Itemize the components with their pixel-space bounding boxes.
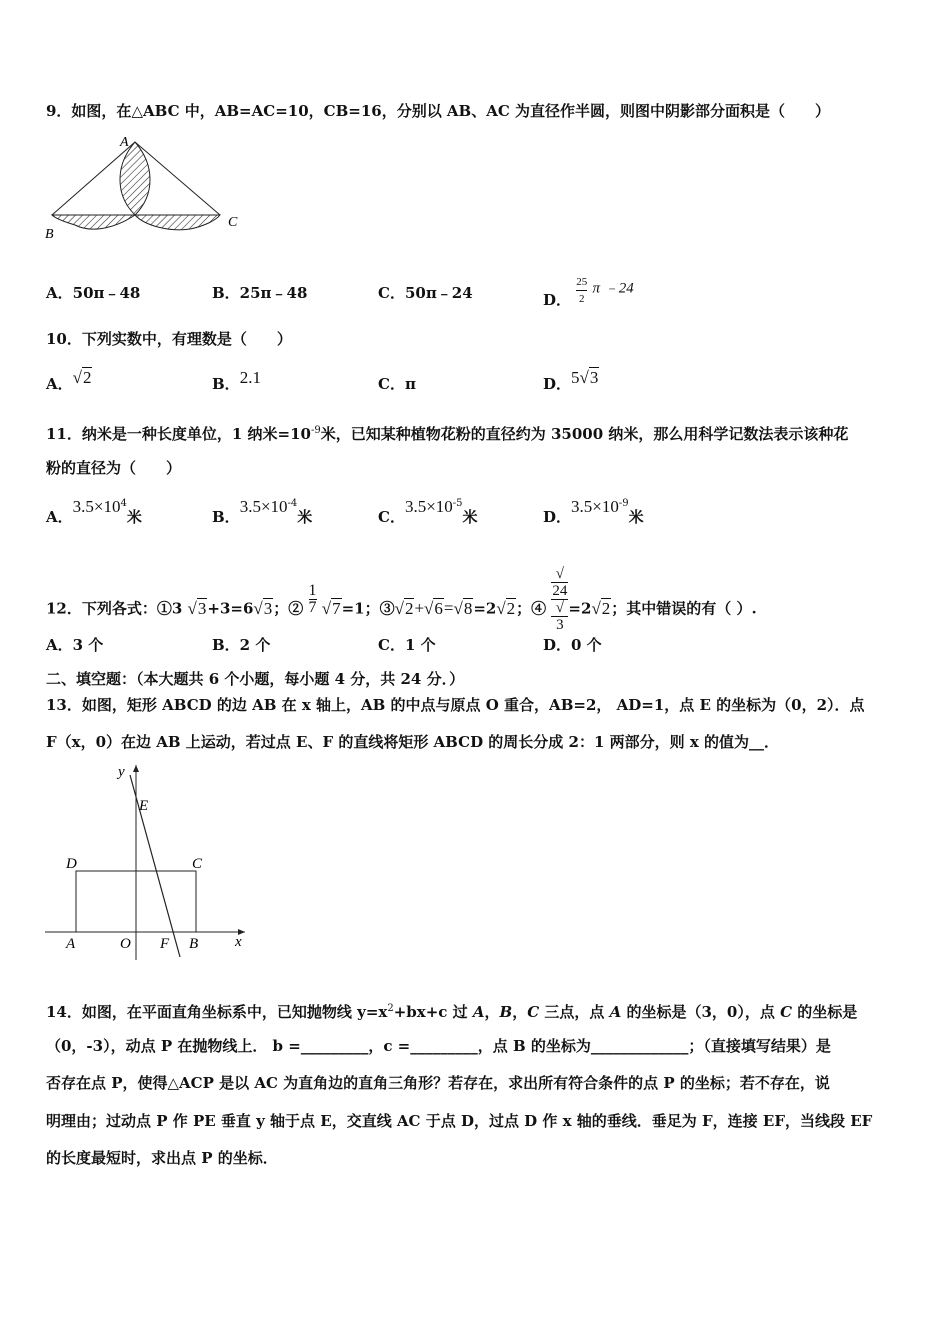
q9-option-c[interactable]: C．50π﹣24 [378, 284, 473, 302]
section-heading: 二、填空题：（本大题共 6 个小题，每小题 4 分，共 24 分．） [46, 670, 465, 688]
q10-option-d[interactable]: D．5√3 [543, 368, 599, 393]
fig13-label-d: D [66, 856, 77, 872]
fig13-label-f: F [160, 936, 170, 952]
fig13-label-b: B [189, 936, 199, 952]
q14-line5: 的长度最短时，求出点 P 的坐标． [46, 1149, 278, 1167]
q14-line4: 明理由；过动点 P 作 PE 垂直 y 轴于点 E，交直线 AC 于点 D，过点 D 作 x 轴的垂线．垂足为 F，连接 EF，当线段 EF [46, 1112, 873, 1130]
fig13-label-c: C [192, 856, 203, 872]
fig9-label-c: C [228, 215, 238, 230]
q11-line1: 11．纳米是一种长度单位，1 纳米$=10^{-9}$米，已知某种植物花粉的直径约为 35000 纳米，那么用科学记数法表示该种花 [46, 425, 849, 443]
fig9-label-b: B [45, 227, 54, 242]
q11-option-c[interactable]: C．$3.5\times 10^{-5}$米 [378, 497, 478, 526]
q12-fraction: $\frac{1}{7}$ [308, 582, 317, 616]
q9-option-d-fraction: $\frac{25}{2}$ [576, 276, 588, 305]
q13-line2: F（x，0）在边 AB 上运动，若过点 E、F 的直线将矩形 ABCD 的周长分成 2：1 两部分，则 x 的值为__． [46, 733, 780, 751]
fig13-label-o: O [120, 936, 131, 952]
q9-figure [40, 130, 250, 245]
q12-option-c[interactable]: C．1 个 [378, 636, 436, 654]
q9-option-b[interactable]: B．25π﹣48 [212, 284, 308, 302]
sqrt-symbol: √3 [579, 368, 599, 387]
q12-root-fraction: √ 24 √ 3 [552, 566, 568, 633]
q9-option-d[interactable] [543, 272, 634, 309]
q9-option-d-rest: π ﹣24 [592, 280, 634, 297]
fig13-label-y: y [118, 764, 125, 780]
q9-stem: 9．如图，在△ABC 中，AB=AC=10，CB=16，分别以 AB、AC 为直径作半圆，则图中阴影部分面积是（ ） [46, 102, 831, 120]
q11-option-b[interactable]: B．$3.5\times 10^{-4}$米 [212, 497, 313, 526]
q14-line1: 14．如图，在平面直角坐标系中，已知抛物线 $y=x^2+bx+c$ 过 A，B，C 三点，点 A 的坐标是（3，0），点 C 的坐标是 [46, 1003, 858, 1021]
fig9-label-a: A [120, 135, 129, 150]
q14-line2: （0，-3），动点 P 在抛物线上． b =_________，c =_________，点 B 的坐标为_____________；（直接填写结果）是 [46, 1037, 831, 1055]
q11-option-d[interactable]: D．$3.5\times 10^{-9}$米 [543, 497, 644, 526]
q9-option-d-label: D． [543, 290, 572, 309]
fig13-label-x: x [235, 934, 242, 950]
q10-option-b[interactable]: B．2.1 [212, 368, 261, 393]
q12-option-d[interactable]: D．0 个 [543, 636, 602, 654]
q13-line1: 13．如图，矩形 ABCD 的边 AB 在 x 轴上，AB 的中点与原点 O 重合，AB=2， AD=1，点 E 的坐标为（0，2）．点 [46, 696, 865, 714]
fig13-label-e: E [139, 798, 149, 814]
q10-option-c[interactable]: C．π [378, 375, 416, 393]
lens-shade [120, 142, 150, 215]
right-shade [135, 215, 220, 230]
sqrt-symbol: √2 [72, 368, 92, 387]
q12-stem: 12．下列各式：①3 √3+3=6√3；② $\frac{1}{7}$ √7=1；③√2+√6=√8=2√2；④ √ 24 √ 3 =2√2；其中错误的有（ ）. [46, 566, 757, 633]
q14-line3: 否存在点 P，使得△ACP 是以 AC 为直角边的直角三角形？若存在，求出所有符合条件的点 P 的坐标；若不存在，说 [46, 1074, 830, 1092]
q13-figure [40, 760, 255, 965]
q11-line2: 粉的直径为（ ） [46, 459, 182, 477]
left-shade [52, 215, 135, 229]
q12-option-b[interactable]: B．2 个 [212, 636, 271, 654]
q9-option-a[interactable]: A．50π﹣48 [46, 284, 141, 302]
q12-option-a[interactable]: A．3 个 [46, 636, 104, 654]
q10-stem: 10．下列实数中，有理数是（ ） [46, 330, 292, 348]
fig13-label-a: A [66, 936, 76, 952]
q10-option-a[interactable]: A．√2 [46, 368, 92, 393]
q11-option-a[interactable]: A．$3.5\times 10^4$米 [46, 497, 142, 526]
